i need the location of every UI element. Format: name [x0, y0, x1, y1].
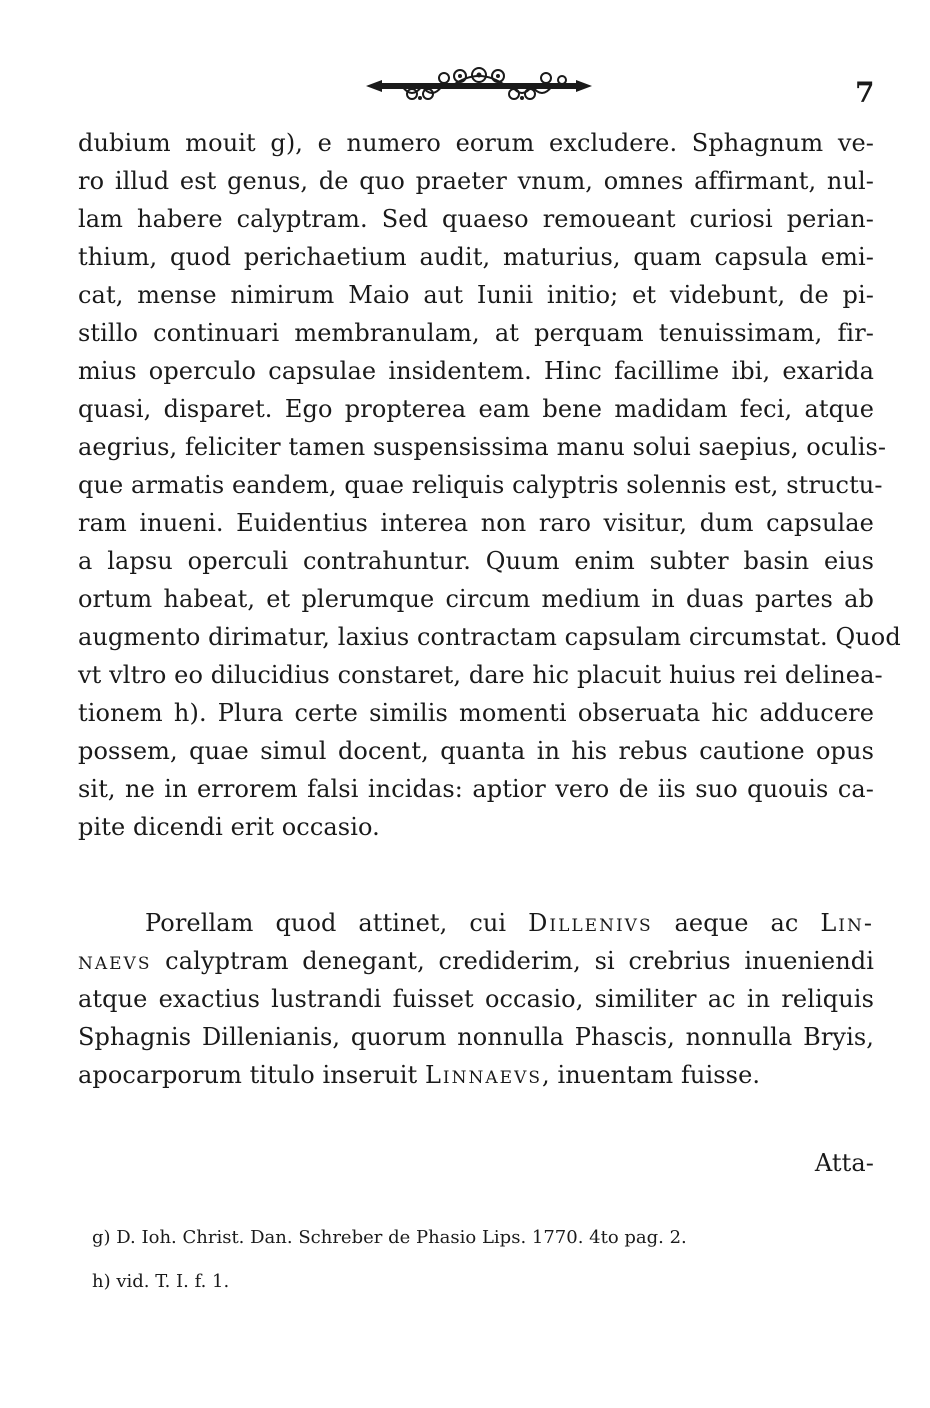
text-line: ram inueni. Euidentius interea non raro visitur, dum capsulae: [78, 509, 874, 537]
text-line: [145, 908, 874, 938]
author-name-dillenius: Dillenivs: [528, 909, 653, 937]
text-line: a lapsu operculi contrahuntur. Quum enim subter basin eius: [78, 547, 874, 575]
text-line: dubium mouit g), e numero eorum excludere. Sphagnum ve-: [78, 129, 874, 157]
text-line: ro illud est genus, de quo praeter vnum, omnes affirmant, nul-: [78, 167, 874, 195]
text-line: possem, quae simul docent, quanta in his rebus cautione opus: [78, 737, 874, 765]
text-line: mius operculo capsulae insidentem. Hinc facillime ibi, exarida: [78, 357, 874, 385]
page-number: 7: [855, 76, 875, 109]
text-line: [78, 1060, 874, 1090]
text-span: , inuentam fuisse.: [542, 1061, 761, 1089]
text-line: quasi, disparet. Ego propterea eam bene madidam feci, atque: [78, 395, 874, 423]
text-line: thium, quod perichaetium audit, maturius, quam capsula emi-: [78, 243, 874, 271]
text-line: sit, ne in errorem falsi incidas: aptior vero de iis suo quouis ca-: [78, 775, 874, 803]
text-line: que armatis eandem, quae reliquis calyptris solennis est, structu-: [78, 471, 883, 499]
text-line: cat, mense nimirum Maio aut Iunii initio; et videbunt, de pi-: [78, 281, 874, 309]
text-line: ortum habeat, et plerumque circum medium in duas partes ab: [78, 585, 874, 613]
text-span: Porellam quod attinet, cui: [145, 909, 529, 937]
footnote-h: h) vid. T. I. f. 1.: [92, 1271, 230, 1292]
text-span: aeque ac: [652, 909, 821, 937]
text-line: aegrius, feliciter tamen suspensissima manu solui saepius, oculis-: [78, 433, 887, 461]
footnote-g: g) D. Ioh. Christ. Dan. Schreber de Phasio Lips. 1770. 4to pag. 2.: [92, 1227, 687, 1248]
text-line: Sphagnis Dillenianis, quorum nonnulla Phascis, nonnulla Bryis,: [78, 1023, 874, 1051]
text-line: vt vltro eo dilucidius constaret, dare hic placuit huius rei delinea-: [78, 661, 883, 689]
text-line: pite dicendi erit occasio.: [78, 813, 380, 841]
text-span: calyptram denegant, crediderim, si crebrius inueniendi: [151, 947, 874, 975]
text-line: augmento dirimatur, laxius contractam capsulam circumstat. Quod: [78, 623, 901, 651]
text-line: lam habere calyptram. Sed quaeso remoueant curiosi perian-: [78, 205, 874, 233]
text-line: stillo continuari membranulam, at perquam tenuissimam, fir-: [78, 319, 874, 347]
headpiece-ornament-icon: [362, 66, 596, 106]
author-name-linnaeus: Linnaevs: [424, 1061, 542, 1089]
author-name-linnaeus: naevs: [78, 947, 152, 975]
text-span: apocarporum titulo inseruit: [78, 1061, 425, 1089]
text-line: atque exactius lustrandi fuisset occasio, similiter ac in reliquis: [78, 985, 874, 1013]
text-line: tionem h). Plura certe similis momenti obseruata hic adducere: [78, 699, 874, 727]
catchword: Atta-: [814, 1149, 874, 1177]
author-name-linnaeus: Lin-: [820, 909, 874, 937]
text-line: [78, 946, 874, 976]
